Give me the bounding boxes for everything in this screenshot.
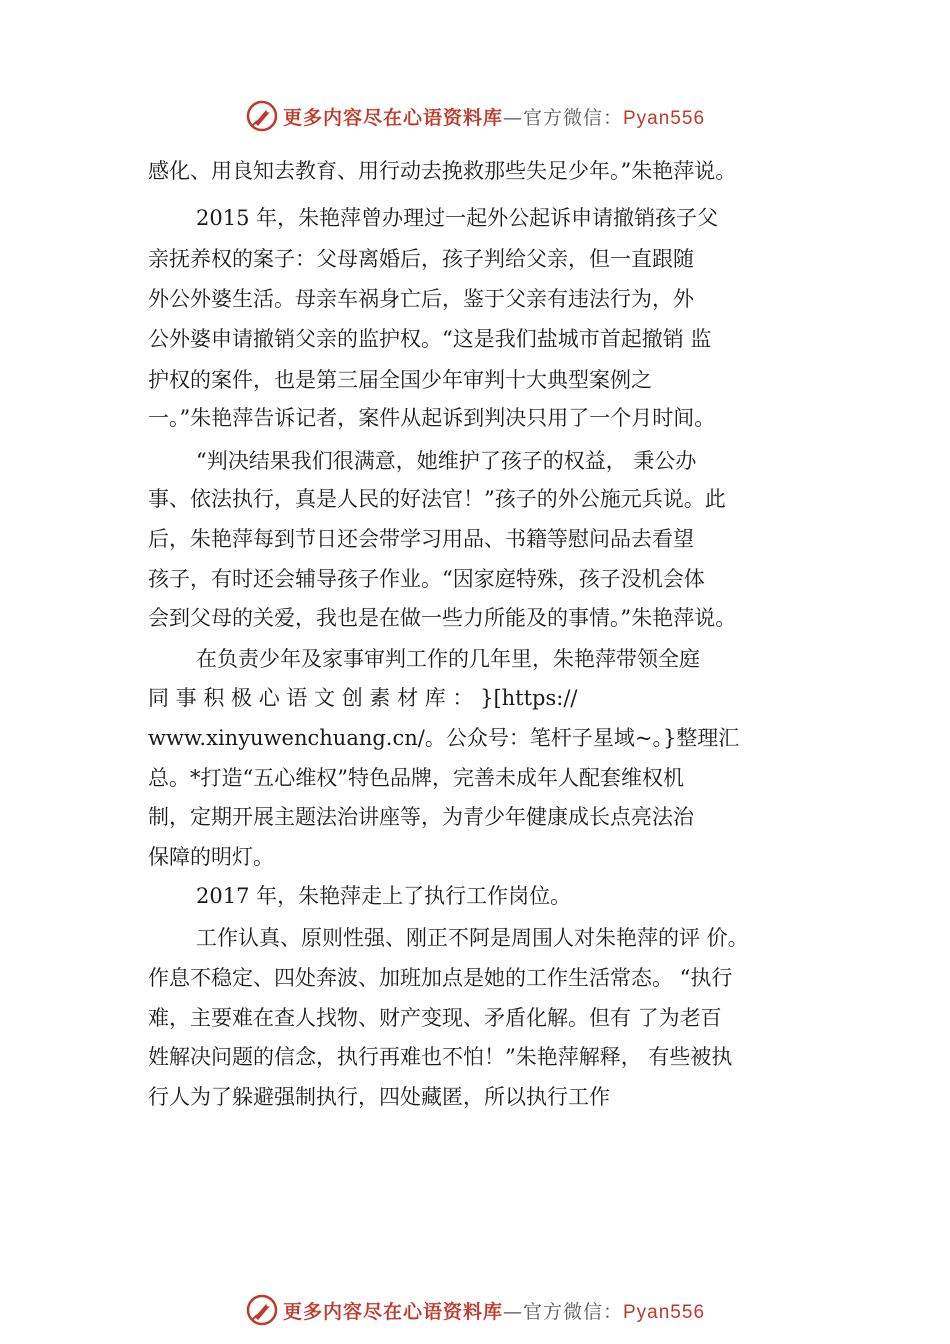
text-line: 孩子，有时还会辅导孩子作业。“因家庭特殊，孩子没机会体 (148, 567, 705, 591)
text-line: 亲抚养权的案子：父母离婚后，孩子判给父亲，但一直跟随 (148, 247, 694, 271)
text-line: 护权的案件，也是第三届全国少年审判十大典型案例之 (148, 368, 652, 392)
text-line: 公外婆申请撤销父亲的监护权。“这是我们盐城市首起撤销 监 (148, 327, 712, 351)
text-line: 感化、用良知去教育、用行动去挽救那些失足少年。”朱艳萍说。 (148, 159, 737, 183)
text-line: 在负责少年及家事审判工作的几年里，朱艳萍带领全庭 (196, 647, 700, 671)
text-line: 一。”朱艳萍告诉记者，案件从起诉到判决只用了一个月时间。 (148, 406, 716, 430)
pen-nib-logo-icon (245, 99, 279, 133)
text-line: 会到父母的关爱，我也是在做一些力所能及的事情。”朱艳萍说。 (148, 606, 737, 630)
header-brand: 更多内容尽在心语资料库 (282, 106, 503, 129)
header-wechat-label: 官方微信： (522, 106, 623, 129)
text-line: 后，朱艳萍每到节日还会带学习用品、书籍等慰问品去看望 (148, 527, 694, 551)
header-banner (0, 96, 950, 136)
text-line: 行人为了躲避强制执行，四处藏匿，所以执行工作 (148, 1085, 610, 1109)
footer-separator: — (502, 1300, 523, 1323)
text-line: 2015 年，朱艳萍曾办理过一起外公起诉申请撤销孩子父 (196, 206, 719, 230)
text-line: 事、依法执行，真是人民的好法官！”孩子的外公施元兵说。此 (148, 487, 726, 511)
header-text (283, 103, 705, 130)
text-line: 保障的明灯。 (148, 845, 274, 869)
footer-text (283, 1297, 705, 1324)
text-line: 作息不稳定、四处奔波、加班加点是她的工作生活常态。 “执行 (148, 966, 733, 990)
text-line: 总。*打造“五心维权”特色品牌，完善未成年人配套维权机 (148, 766, 684, 790)
text-line: 2017 年，朱艳萍走上了执行工作岗位。 (196, 884, 572, 908)
text-line: 制，定期开展主题法治讲座等，为青少年健康成长点亮法治 (148, 805, 694, 829)
text-line: 工作认真、原则性强、刚正不阿是周围人对朱艳萍的评 价。 (196, 926, 749, 950)
footer-brand: 更多内容尽在心语资料库 (282, 1300, 503, 1323)
footer-wechat-label: 官方微信： (522, 1300, 623, 1323)
header-separator: — (502, 106, 523, 129)
text-line: “判决结果我们很满意，她维护了孩子的权益， 秉公办 (196, 449, 697, 473)
text-line: 同 事 积 极 心 语 文 创 素 材 库 ： }[https:// (148, 686, 578, 710)
text-line: 姓解决问题的信念，执行再难也不怕！”朱艳萍解释， 有些被执 (148, 1045, 733, 1069)
text-line: www.xinyuwenchuang.cn/。公众号：笔杆子星域~。}整理汇 (148, 726, 740, 750)
pen-nib-logo-icon (245, 1293, 279, 1327)
text-line: 外公外婆生活。母亲车祸身亡后，鉴于父亲有违法行为，外 (148, 287, 694, 311)
text-line: 难，主要难在查人找物、财产变现、矛盾化解。但有 了为老百 (148, 1006, 722, 1030)
footer-banner (0, 1290, 950, 1330)
header-wechat-id: Pyan556 (623, 107, 706, 129)
footer-wechat-id: Pyan556 (623, 1301, 706, 1323)
